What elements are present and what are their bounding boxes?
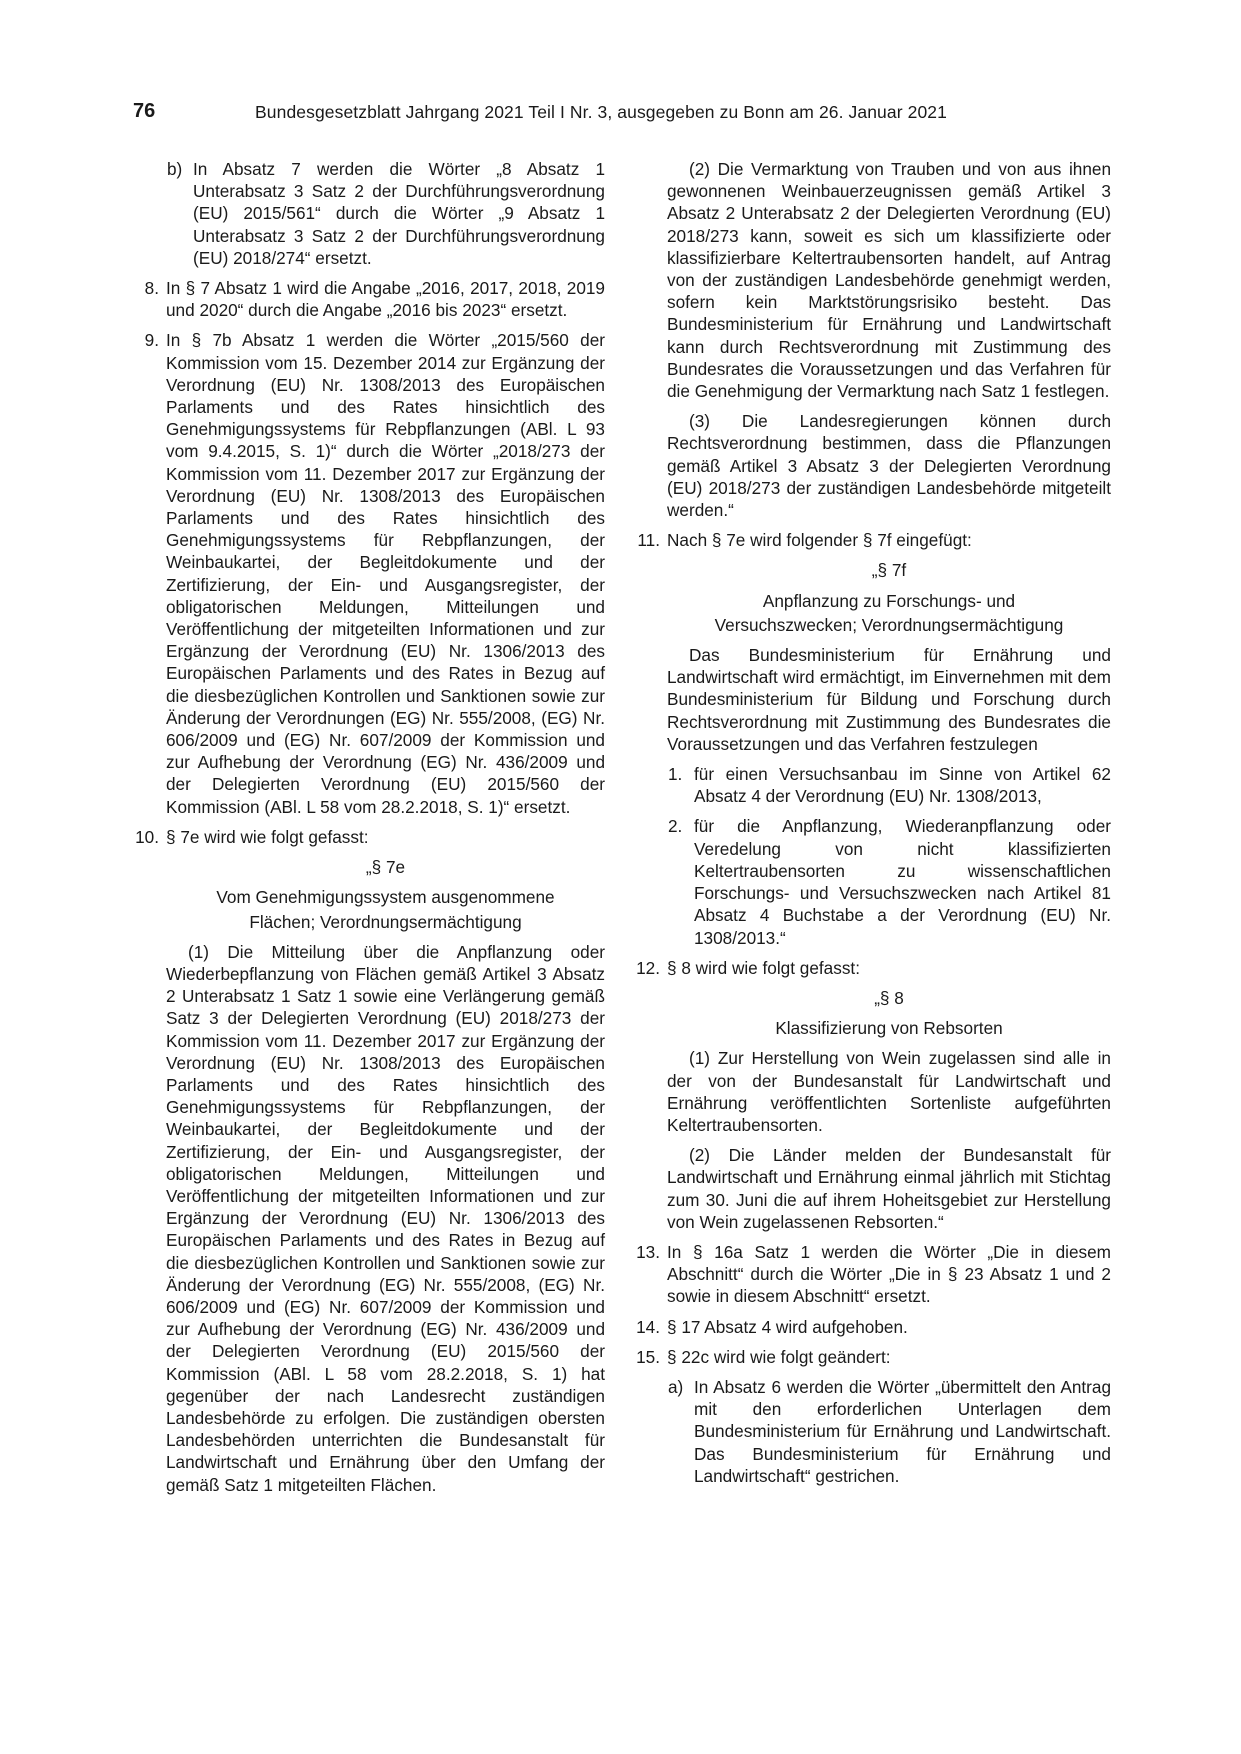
list-item-14 [634,1316,1111,1338]
list-item-text: § 8 wird wie folgt gefasst: [667,957,860,978]
list-item-b [133,158,605,269]
list-item-12 [634,957,1111,979]
page-number: 76 [133,100,156,122]
list-marker: 11. [637,530,660,551]
list-item-13 [634,1241,1111,1308]
list-item-text: In Absatz 6 werden die Wörter „übermittelt den Antrag mit den erforderlichen Unterlagen dem Bundesministerium für Ernährung und Landwirtschaft. Das Bundesministerium für Ernährung und Landwirtschaft“ gestrichen. [694,1376,1111,1486]
list-marker: 12. [636,957,660,978]
list-marker: 1. [668,764,683,785]
sublist-item-1 [634,763,1111,807]
list-item-10 [133,826,605,848]
list-item-8 [133,277,605,321]
list-item-text: In Absatz 7 werden die Wörter „8 Absatz 1 Unterabsatz 3 Satz 2 der Durchführungsverordnung (EU) 2015/561“ durch die Wörter „9 Absatz 1 Unterabsatz 3 Satz 2 der Durchführungsverordnung (EU) 2018/274“ ersetzt. [193,159,605,268]
list-item-text: In § 7 Absatz 1 wird die Angabe „2016, 2017, 2018, 2019 und 2020“ durch die Angabe „2016 bis 2023“ ersetzt. [166,278,605,321]
section-heading: „§ 8 [874,987,904,1008]
list-item-text: In § 16a Satz 1 werden die Wörter „Die in diesem Abschnitt“ durch die Wörter „Die in § 23 Absatz 1 und 2 sowie in diesem Abschnitt“ ersetzt. [667,1241,1111,1307]
list-item-text: In § 7b Absatz 1 werden die Wörter „2015/560 der Kommission vom 15. Dezember 2014 zur Ergänzung der Verordnung (EU) Nr. 1308/2013 des Europäischen Parlaments und des Rates hinsichtlich des Genehmigungssystems für Rebpflanzungen (ABl. L 93 vom 9.4.2015, S. 1)“ durch die Wörter „2018/273 der Kommission vom 11. Dezember 2017 zur Ergänzung der Verordnung (EU) Nr. 1308/2013 des Europäischen Parlaments und des Rates hinsichtlich des Genehmigungssystems für Rebpflanzungen, der Weinbaukartei, der Begleitdokumente und der Zertifizierung, der Ein- und Ausgangsregister, der obligatorischen Meldungen, Mitteilungen und Veröffentlichung der mitgeteilten Informationen und zur Ergänzung der Verordnung (EU) Nr. 1306/2013 des Europäischen Parlaments und des Rates in Bezug auf die diesbezüglichen Kontrollen und Sanktionen sowie zur Änderung der Verordnungen (EG) Nr. 555/2008, (EG) Nr. 606/2009 und (EG) Nr. 607/2009 der Kommission und zur Aufhebung der Verordnung (EG) Nr. 436/2009 und der Delegierten Verordnung (EU) 2015/560 der Kommission (ABl. L 58 vom 28.2.2018, S. 1)“ ersetzt. [166,330,605,817]
list-item-text: § 17 Absatz 4 wird aufgehoben. [667,1316,908,1337]
right-column [634,158,1111,1495]
section-heading: „§ 7f [871,560,907,581]
paragraph: Das Bundesministerium für Ernährung und Landwirtschaft wird ermächtigt, im Einvernehmen mit dem Bundesministerium für Bildung und Forschung durch Rechtsverordnung mit Zustimmung des Bundesrates die Voraussetzungen und das Verfahren festzulegen [667,645,1111,754]
section-title-line: Klassifizierung von Rebsorten [775,1018,1003,1039]
list-item-a [634,1376,1111,1487]
list-item-11 [634,529,1111,551]
section-title-line: Vom Genehmigungssystem ausgenommene [216,887,555,908]
list-item-text: für einen Versuchsanbau im Sinne von Artikel 62 Absatz 4 der Verordnung (EU) Nr. 1308/2013, [694,764,1111,807]
list-marker: 2. [668,816,683,837]
paragraph: (2) Die Länder melden der Bundesanstalt für Landwirtschaft und Ernährung einmal jährlich mit Stichtag zum 30. Juni die auf ihrem Hoheitsgebiet zur Herstellung von Wein zugelassenen Rebsorten.“ [667,1145,1111,1232]
list-marker: 14. [636,1316,660,1337]
list-marker: b) [167,159,183,179]
section-7e-continued [634,158,1111,521]
paragraph: (1) Die Mitteilung über die Anpflanzung oder Wiederbepflanzung von Flächen gemäß Artikel 3 Absatz 2 Unterabsatz 1 Satz 1 sowie eine Verlängerung gemäß Satz 3 der Delegierten Verordnung (EU) 2018/273 der Kommission vom 11. Dezember 2017 zur Ergänzung der Verordnung (EU) Nr. 1308/2013 des Europäischen Parlaments und des Rates hinsichtlich des Genehmigungssystems für Rebpflanzungen, der Weinbaukartei, der Begleitdokumente und der Zertifizierung, der Ein- und Ausgangsregister, der obligatorischen Meldungen, Mitteilungen und Veröffentlichung der mitgeteilten Informationen und zur Ergänzung der Verordnung (EU) Nr. 1306/2013 des Europäischen Parlaments und des Rates in Bezug auf die diesbezüglichen Kontrollen und Sanktionen sowie zur Änderung der Verordnung (EG) Nr. 555/2008, (EG) Nr. 606/2009 und (EG) Nr. 607/2009 der Kommission und zur Aufhebung der Verordnung (EG) Nr. 436/2009 und der Delegierten Verordnung (EU) 2015/560 der Kommission (ABl. L 58 vom 28.2.2018, S. 1) hat gegenüber der nach Landesrecht zuständigen Landesbehörde zu erfolgen. Die zuständigen obersten Landesbehörden unterrichten die Bundesanstalt für Landwirtschaft und Ernährung über den Umfang der gemäß Satz 1 mitgeteilten Flächen. [166,941,605,1495]
list-item-text: § 22c wird wie folgt geändert: [667,1346,891,1367]
section-7f-block [634,559,1111,755]
list-item-text: Nach § 7e wird folgender § 7f eingefügt: [667,530,972,551]
list-marker: a) [668,1376,684,1397]
sublist-item-2 [634,815,1111,948]
section-8-block [634,987,1111,1233]
section-title-line: Anpflanzung zu Forschungs- und [762,590,1016,611]
list-marker: 13. [636,1241,660,1262]
section-7e-block [133,856,605,1496]
list-item-9 [133,329,605,817]
list-item-text: für die Anpflanzung, Wiederanpflanzung oder Veredelung von nicht klassifizierten Keltertraubensorten zu wissenschaftlichen Forschungs- und Versuchszwecken nach Artikel 81 Absatz 4 Buchstabe a der Verordnung (EU) Nr. 1308/2013.“ [694,816,1111,948]
paragraph: (3) Die Landesregierungen können durch Rechtsverordnung bestimmen, dass die Pflanzungen gemäß Artikel 3 Absatz 3 der Delegierten Verordnung (EU) 2018/273 der zuständigen Landesbehörde mitgeteilt werden.“ [667,411,1111,521]
list-item-text: § 7e wird wie folgt gefasst: [166,826,369,847]
left-column [133,158,605,1504]
section-title-line: Versuchszwecken; Verordnungsermächtigung [714,614,1064,635]
gazette-header-title: Bundesgesetzblatt Jahrgang 2021 Teil I Nr. 3, ausgegeben zu Bonn am 26. Januar 2021 [255,102,947,122]
list-marker: 15. [636,1346,660,1367]
page-header [133,100,1013,128]
list-marker: 10. [135,826,159,847]
list-marker: 9. [144,330,159,351]
list-item-15 [634,1346,1111,1368]
paragraph: (1) Zur Herstellung von Wein zugelassen sind alle in der von der Bundesanstalt für Landwirtschaft und Ernährung veröffentlichten Sortenliste aufgeführten Keltertraubensorten. [667,1048,1111,1135]
section-title-line: Flächen; Verordnungsermächtigung [249,911,522,932]
section-heading: „§ 7e [365,857,406,878]
list-marker: 8. [144,278,159,299]
paragraph: (2) Die Vermarktung von Trauben und von aus ihnen gewonnenen Weinbauerzeugnissen gemäß Artikel 3 Absatz 2 Unterabsatz 2 der Delegierten Verordnung (EU) 2018/273 kann, soweit es sich um klassifizierte oder klassifizierbare Keltertraubensorten handelt, auf Antrag von der zuständigen Landesbehörde genehmigt werden, sofern kein Marktstörungsrisiko besteht. Das Bundesministerium für Ernährung und Landwirtschaft kann durch Rechtsverordnung mit Zustimmung des Bundesrates die Voraussetzungen und das Verfahren für die Genehmigung der Vermarktung nach Satz 1 festlegen. [667,159,1111,402]
